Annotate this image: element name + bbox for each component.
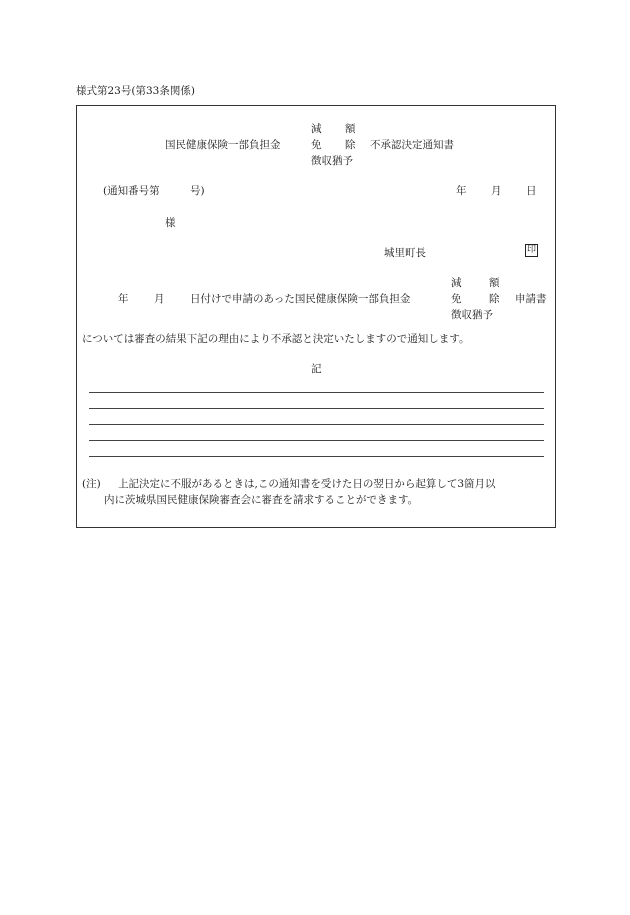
- note-label: (注): [82, 478, 101, 490]
- notice-number-close: 号): [190, 185, 205, 197]
- reason-line: [89, 440, 544, 441]
- body-month: 月: [154, 293, 165, 305]
- title-stack-men: 免: [311, 139, 322, 151]
- seal-stamp: 印: [526, 245, 536, 255]
- body-end: 申請書: [515, 293, 547, 305]
- reason-line: [89, 424, 544, 425]
- ki-heading: 記: [311, 363, 322, 375]
- title-stack-jo: 除: [345, 139, 356, 151]
- body-stack-gen: 減: [451, 277, 462, 289]
- reason-line: [89, 392, 544, 393]
- date-month: 月: [491, 185, 502, 197]
- title-stack-gaku: 額: [345, 123, 356, 135]
- reason-line: [89, 456, 544, 457]
- body-stack-yuyo: 徴収猶予: [451, 309, 493, 321]
- body-stack-jo: 除: [489, 293, 500, 305]
- body-middle: 日付けで申請のあった国民健康保険一部負担金: [190, 293, 411, 305]
- title-left: 国民健康保険一部負担金: [165, 139, 281, 151]
- addressee-suffix: 様: [165, 217, 176, 229]
- reason-line: [89, 408, 544, 409]
- body-line2: については審査の結果下記の理由により不承認と決定いたしますので通知します。: [82, 333, 470, 345]
- title-right: 不承認決定通知書: [370, 139, 454, 151]
- body-year: 年: [118, 293, 129, 305]
- body-stack-men: 免: [451, 293, 462, 305]
- title-stack-gen: 減: [311, 123, 322, 135]
- issuer-name: 城里町長: [384, 247, 426, 259]
- note-line1: 上記決定に不服があるときは,この通知書を受けた日の翌日から起算して3箇月以: [118, 478, 496, 490]
- form-number-label: 様式第23号(第33条関係): [76, 85, 195, 97]
- date-year: 年: [456, 185, 467, 197]
- note-line2: 内に茨城県国民健康保険審査会に審査を請求することができます。: [104, 494, 419, 506]
- date-day: 日: [526, 185, 537, 197]
- body-stack-gaku: 額: [489, 277, 500, 289]
- notice-number-open: (通知番号第: [103, 185, 160, 197]
- title-stack-yuyo: 徴収猶予: [311, 155, 353, 167]
